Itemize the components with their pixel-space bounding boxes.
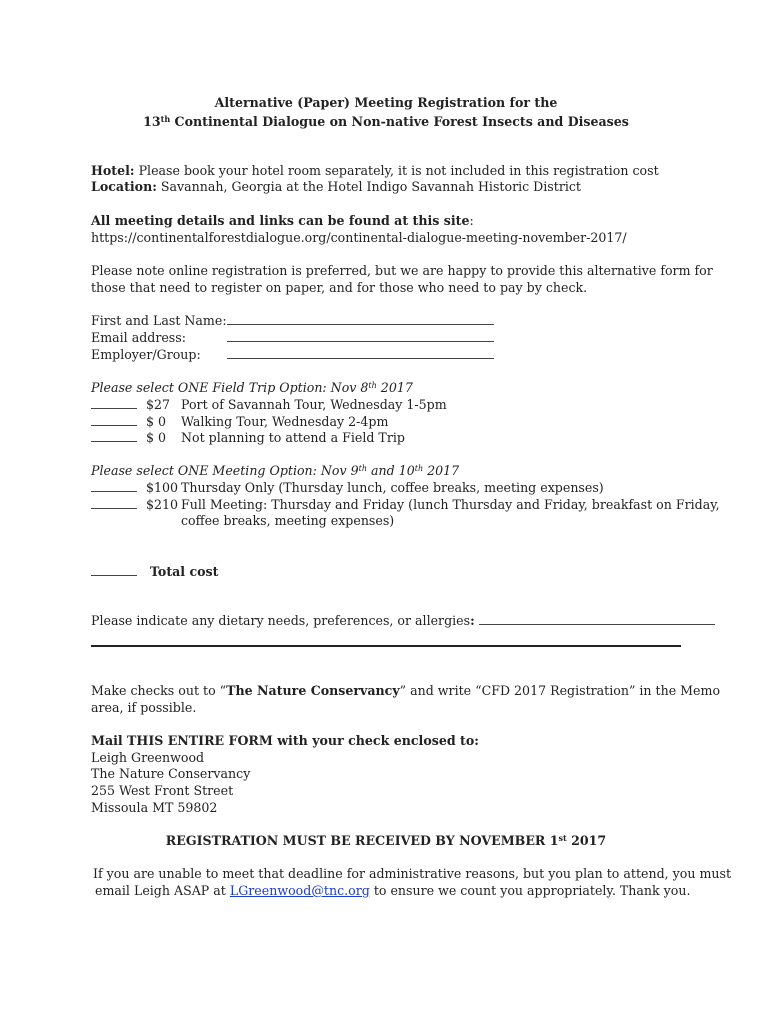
location-label: Location: — [91, 179, 157, 194]
address-line: Leigh Greenwood — [91, 750, 205, 765]
field-trip-option-blank[interactable] — [91, 397, 137, 409]
meeting-option-blank[interactable] — [91, 497, 137, 509]
contact-email-link[interactable]: LGreenwood@tnc.org — [229, 883, 370, 898]
meeting-option-desc-line2: coffee breaks, meeting expenses) — [181, 513, 395, 528]
meeting-heading — [91, 462, 459, 479]
form-title-line1: Alternative (Paper) Meeting Registration for the — [214, 95, 558, 110]
edition-suffix: th — [160, 114, 171, 124]
field-trip-heading-sup: th — [368, 381, 377, 390]
email-field-blank[interactable] — [227, 330, 494, 342]
checks-prefix: Make checks out to “ — [91, 683, 227, 698]
meeting-option-price: $100 — [146, 480, 179, 495]
meeting-option — [91, 496, 720, 513]
note-line1: Please note online registration is preferred, but we are happy to provide this alternative form for — [91, 263, 713, 278]
closing-line1: If you are unable to meet that deadline for administrative reasons, but you plan to attend, you must — [93, 866, 732, 881]
address-line: Missoula MT 59802 — [91, 800, 218, 815]
name-field-blank[interactable] — [227, 313, 494, 325]
field-trip-option-desc: Port of Savannah Tour, Wednesday 1-5pm — [181, 397, 447, 412]
deadline-text: REGISTRATION MUST BE RECEIVED BY NOVEMBER 1 — [165, 833, 559, 848]
edition-number: 13 — [143, 114, 161, 129]
field-trip-option-price: $ 0 — [146, 430, 167, 445]
meeting-option-desc: Full Meeting: Thursday and Friday (lunch Thursday and Friday, breakfast on Friday, — [181, 497, 720, 512]
meeting-option-price: $210 — [146, 497, 179, 512]
section-divider — [91, 645, 681, 647]
meeting-option-blank[interactable] — [91, 480, 137, 492]
checks-line1 — [91, 682, 720, 699]
field-trip-heading — [91, 379, 413, 396]
address-line: 255 West Front Street — [91, 783, 234, 798]
meeting-heading-year: 2017 — [423, 463, 460, 478]
details-label: All meeting details and links can be found at this site — [91, 213, 470, 228]
mail-heading — [91, 732, 479, 749]
details-url: https://continentalforestdialogue.org/continental-dialogue-meeting-november-2017/ — [91, 230, 627, 245]
employer-field-label: Employer/Group: — [91, 347, 201, 362]
field-trip-heading-year: 2017 — [376, 380, 413, 395]
name-field-label: First and Last Name: — [91, 313, 227, 328]
field-trip-option — [91, 396, 511, 413]
hotel-label: Hotel: — [91, 163, 135, 178]
total-cost-blank[interactable] — [91, 564, 137, 576]
meeting-heading-mid: and 10 — [367, 463, 415, 478]
hotel-line — [91, 162, 659, 179]
total-cost-row — [91, 563, 391, 580]
dietary-label: Please indicate any dietary needs, preferences, or allergies — [91, 613, 471, 628]
address-line: The Nature Conservancy — [91, 766, 251, 781]
employer-field-blank[interactable] — [227, 347, 494, 359]
field-trip-option — [91, 413, 511, 430]
checks-line2: area, if possible. — [91, 700, 197, 715]
location-line — [91, 178, 581, 195]
field-trip-option-price: $ 0 — [146, 414, 167, 429]
checks-suffix: ” and write “CFD 2017 Registration” in the Memo — [399, 683, 721, 698]
dietary-blank[interactable] — [479, 613, 715, 625]
location-text: Savannah, Georgia at the Hotel Indigo Savannah Historic District — [156, 179, 581, 194]
employer-field-row — [91, 346, 511, 363]
deadline-sup: st — [558, 833, 567, 843]
field-trip-option — [91, 429, 511, 446]
details-heading — [91, 212, 474, 229]
email-field-row — [91, 329, 511, 346]
conference-name: Continental Dialogue on Non-native Forest Insects and Diseases — [170, 114, 629, 129]
name-field-row — [91, 312, 511, 329]
field-trip-option-desc: Walking Tour, Wednesday 2-4pm — [181, 414, 389, 429]
note-line2: those that need to register on paper, and for those who need to pay by check. — [91, 280, 588, 295]
total-cost-label: Total cost — [150, 564, 219, 579]
closing-text-b: to ensure we count you appropriately. Thank you. — [369, 883, 691, 898]
deadline-year: 2017 — [566, 833, 607, 848]
closing-text-a: email Leigh ASAP at — [95, 883, 230, 898]
mail-heading-text: Mail THIS ENTIRE FORM with your check enclosed to: — [91, 733, 479, 748]
details-colon: : — [469, 213, 474, 228]
closing-line2 — [95, 882, 691, 899]
dietary-row — [91, 612, 715, 629]
meeting-heading-sup2: th — [414, 464, 424, 473]
dietary-colon: : — [470, 613, 475, 628]
hotel-text: Please book your hotel room separately, it is not included in this registration cost — [134, 163, 659, 178]
field-trip-option-price: $27 — [146, 397, 171, 412]
meeting-option-desc: Thursday Only (Thursday lunch, coffee breaks, meeting expenses) — [181, 480, 604, 495]
meeting-option — [91, 479, 681, 496]
meeting-heading-text: Please select ONE Meeting Option: Nov 9 — [91, 463, 359, 478]
meeting-heading-sup1: th — [358, 464, 368, 473]
field-trip-option-desc: Not planning to attend a Field Trip — [181, 430, 405, 445]
deadline-notice — [91, 832, 681, 849]
field-trip-option-blank[interactable] — [91, 430, 137, 442]
field-trip-heading-text: Please select ONE Field Trip Option: Nov 8 — [91, 380, 369, 395]
form-title-line2 — [91, 113, 681, 130]
checks-payee: The Nature Conservancy — [226, 683, 400, 698]
field-trip-option-blank[interactable] — [91, 414, 137, 426]
email-field-label: Email address: — [91, 330, 186, 345]
